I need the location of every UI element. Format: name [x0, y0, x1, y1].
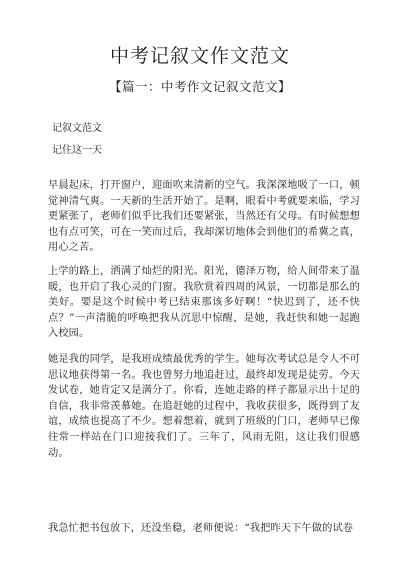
category-label: 记叙文范文 [52, 123, 102, 134]
section-heading: 【篇一：中考作文记叙文范文】 [108, 79, 291, 94]
paragraph-2: 上学的路上，洒满了灿烂的阳光。阳光，德泽万物，给人间带来了温暖，也开启了我心灵的门窗。我欣赏着四周的风景，一切都是那么的美好。要是这个时候中考已结束那该多好啊！“快迟到了，还不快点？”一声清脆的呼唤把我从沉思中惊醒，是她，我赶快和她一起跑入校园。 [48, 266, 360, 340]
document-title: 中考记叙文作文范文 [109, 45, 290, 67]
paragraph-1: 早晨起床，打开窗户，迎面吹来清新的空气。我深深地吸了一口，顿觉神清气爽。一天新的生活开始了。是啊，眼看中考就要来临，学习更紧张了，老师们似乎比我们还要紧张，当然还有父母。有时候想想也有点可笑，可在一笑而过后，我却深切地体会到他们的希冀之真，用心之苦。 [48, 180, 360, 254]
paragraph-3: 她是我的同学，是我班成绩最优秀的学生。她每次考试总是令人不可思议地获得第一名。我也曾努力地追赶过，最终却发现是徒劳。今天发试卷，她肯定又是满分了。你看，连她走路的样子都显示出十足的自信，我非常羡慕她。在追赶她的过程中，我收获很多，既得到了友谊，成绩也提高了不少。想着想着，就到了班级的门口，老师早已像往常一样站在门口迎接我们了。三年了，风雨无阻，这让我们很感动。 [48, 354, 360, 459]
paragraph-4: 我急忙把书包放下，还没坐稳，老师便说：“我把昨天下午做的试卷 [48, 523, 354, 534]
essay-title: 记住这一天 [52, 145, 102, 156]
